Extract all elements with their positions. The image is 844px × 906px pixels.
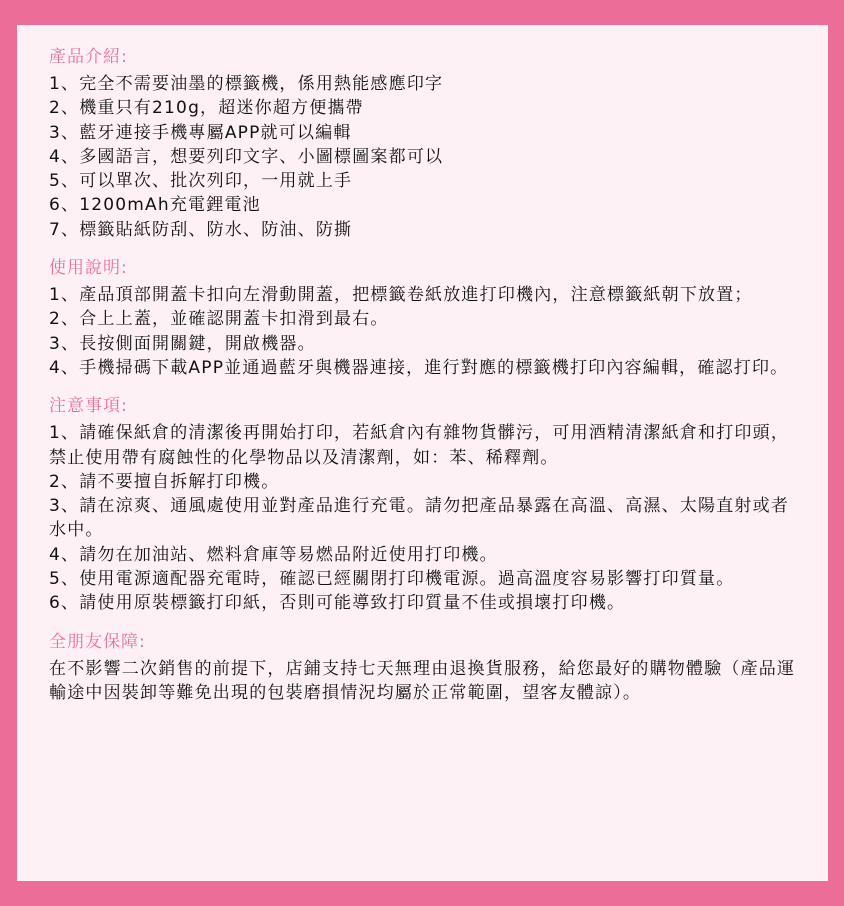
paragraph: 在不影響二次銷售的前提下，店鋪支持七天無理由退換貨服務，給您最好的購物體驗（產品運輸途中因裝卸等難免出現的包裝磨損情況均屬於正常範圍，望客友體諒）。	[49, 658, 796, 703]
list-item: 1、產品頂部開蓋卡扣向左滑動開蓋，把標籤卷紙放進打印機內，注意標籤紙朝下放置；	[49, 285, 753, 306]
section-title: 使用說明:	[49, 258, 128, 279]
guarantee-section	[49, 630, 798, 706]
list-item: 5、使用電源適配器充電時，確認已經關閉打印機電源。過高溫度容易影響打印質量。	[49, 569, 735, 590]
list-item: 4、請勿在加油站、燃料倉庫等易燃品附近使用打印機。	[49, 544, 498, 565]
info-panel	[17, 25, 828, 881]
list-item: 3、請在涼爽、通風處使用並對產品進行充電。請勿把產品暴露在高溫、高濕、太陽直射或者水中。	[49, 496, 790, 541]
list-item: 1、請確保紙倉的清潔後再開始打印，若紙倉內有雜物貨髒污，可用酒精清潔紙倉和打印頭，禁止使用帶有腐蝕性的化學物品以及清潔劑，如：苯、稀釋劑。	[49, 423, 790, 468]
notes-section	[49, 394, 798, 615]
list-item: 2、請不要擅自拆解打印機。	[49, 471, 280, 492]
list-item: 2、機重只有210g，超迷你超方便攜帶	[49, 98, 364, 119]
section-spacer	[49, 380, 798, 394]
list-item: 4、多國語言，想要列印文字、小圖標圖案都可以	[49, 146, 444, 167]
section-spacer	[49, 242, 798, 256]
list-item: 1、完全不需要油墨的標籤機，係用熱能感應印字	[49, 74, 444, 94]
section-title: 產品介紹:	[49, 47, 128, 67]
list-item: 4、手機掃碼下載APP並通過藍牙與機器連接，進行對應的標籤機打印內容編輯，確認打印。	[49, 357, 789, 378]
section-spacer	[49, 616, 798, 630]
usage-section	[49, 256, 798, 380]
list-item: 7、標籤貼紙防刮、防水、防油、防撕	[49, 219, 353, 240]
list-item: 6、請使用原裝標籤打印紙，否則可能導致打印質量不佳或損壞打印機。	[49, 593, 626, 614]
section-title: 全朋友保障:	[49, 631, 146, 652]
section-title: 注意事項:	[49, 396, 128, 417]
product-intro-section	[49, 45, 798, 242]
list-item: 2、合上上蓋，並確認開蓋卡扣滑到最右。	[49, 309, 389, 330]
list-item: 5、可以單次、批次列印，一用就上手	[49, 171, 353, 192]
list-item: 3、長按側面開關鍵，開啟機器。	[49, 333, 316, 354]
list-item: 6、1200mAh充電鋰電池	[49, 195, 261, 216]
list-item: 3、藍牙連接手機專屬APP就可以編輯	[49, 122, 352, 143]
